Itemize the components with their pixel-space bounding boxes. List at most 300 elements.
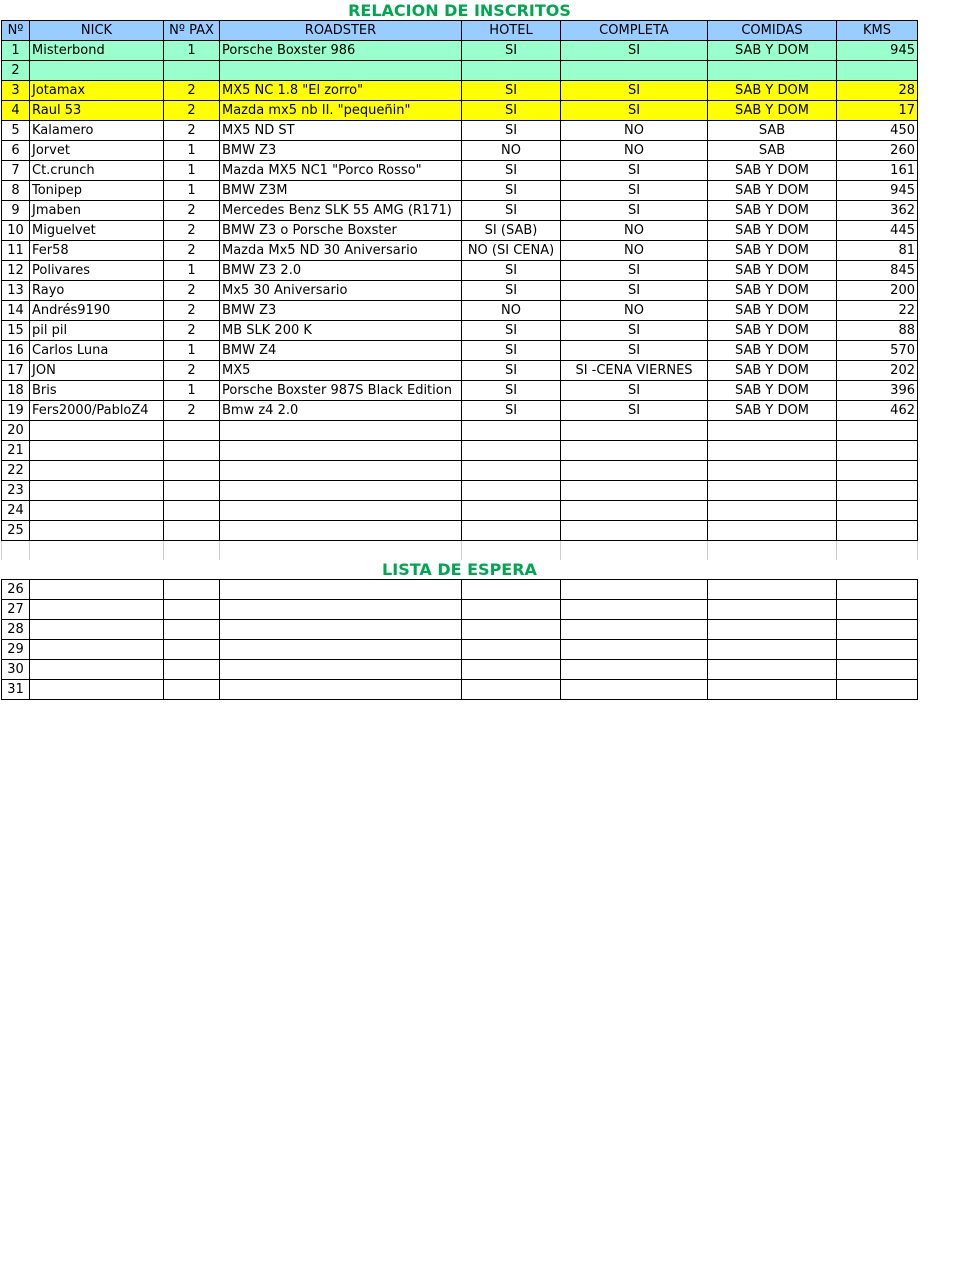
cell-roadster[interactable]	[220, 600, 462, 620]
table-row	[2, 640, 918, 660]
cell-pax[interactable]	[164, 640, 220, 660]
cell-comidas[interactable]	[708, 620, 837, 640]
empty-cell[interactable]	[30, 541, 164, 561]
cell-number[interactable]: 12	[2, 261, 30, 281]
cell-completa[interactable]: SI	[561, 321, 708, 341]
cell-nick[interactable]: pil pil	[30, 321, 164, 341]
empty-cell[interactable]	[561, 541, 708, 561]
cell-comidas[interactable]: SAB Y DOM	[708, 81, 837, 101]
cell-kms[interactable]: 202	[837, 361, 918, 381]
cell-comidas[interactable]	[708, 660, 837, 680]
cell-nick[interactable]	[30, 461, 164, 481]
cell-roadster[interactable]: BMW Z3 2.0	[220, 261, 462, 281]
cell-comidas[interactable]: SAB Y DOM	[708, 321, 837, 341]
cell-comidas[interactable]: SAB Y DOM	[708, 281, 837, 301]
cell-comidas[interactable]: SAB Y DOM	[708, 221, 837, 241]
cell-completa[interactable]	[561, 580, 708, 600]
table-row	[2, 441, 918, 461]
cell-completa[interactable]: SI	[561, 81, 708, 101]
table-row	[2, 241, 918, 261]
cell-number[interactable]: 29	[2, 640, 30, 660]
cell-nick[interactable]: Kalamero	[30, 121, 164, 141]
cell-roadster[interactable]	[220, 501, 462, 521]
cell-comidas[interactable]: SAB Y DOM	[708, 161, 837, 181]
cell-nick[interactable]	[30, 620, 164, 640]
cell-comidas[interactable]: SAB Y DOM	[708, 381, 837, 401]
cell-hotel[interactable]	[462, 501, 561, 521]
table-row	[2, 181, 918, 201]
cell-number[interactable]: 1	[2, 41, 30, 61]
cell-completa[interactable]: SI	[561, 41, 708, 61]
cell-pax[interactable]: 1	[164, 141, 220, 161]
cell-pax[interactable]	[164, 600, 220, 620]
table-row	[2, 281, 918, 301]
cell-pax[interactable]: 1	[164, 161, 220, 181]
cell-pax[interactable]	[164, 481, 220, 501]
cell-number[interactable]: 8	[2, 181, 30, 201]
cell-pax[interactable]: 2	[164, 241, 220, 261]
cell-pax[interactable]	[164, 441, 220, 461]
cell-nick[interactable]: Misterbond	[30, 41, 164, 61]
cell-pax[interactable]	[164, 680, 220, 700]
cell-pax[interactable]: 1	[164, 261, 220, 281]
table-row	[2, 481, 918, 501]
cell-number[interactable]: 2	[2, 61, 30, 81]
cell-completa[interactable]	[561, 640, 708, 660]
cell-hotel[interactable]	[462, 600, 561, 620]
table-row	[2, 381, 918, 401]
cell-number[interactable]: 22	[2, 461, 30, 481]
table-row	[2, 461, 918, 481]
cell-pax[interactable]: 2	[164, 81, 220, 101]
cell-roadster[interactable]: Porsche Boxster 987S Black Edition	[220, 381, 462, 401]
cell-nick[interactable]: JON	[30, 361, 164, 381]
cell-comidas[interactable]: SAB Y DOM	[708, 301, 837, 321]
table-row	[2, 421, 918, 441]
cell-hotel[interactable]: NO (SI CENA)	[462, 241, 561, 261]
cell-roadster[interactable]	[220, 461, 462, 481]
cell-nick[interactable]: Bris	[30, 381, 164, 401]
table-row	[2, 101, 918, 121]
cell-comidas[interactable]	[708, 61, 837, 81]
cell-pax[interactable]: 1	[164, 41, 220, 61]
cell-comidas[interactable]: SAB Y DOM	[708, 261, 837, 281]
cell-number[interactable]: 24	[2, 501, 30, 521]
cell-roadster[interactable]	[220, 640, 462, 660]
cell-roadster[interactable]: Bmw z4 2.0	[220, 401, 462, 421]
col-header-n: Nº	[2, 21, 30, 41]
waitlist-title-row	[2, 560, 918, 580]
cell-number[interactable]: 21	[2, 441, 30, 461]
table-row	[2, 660, 918, 680]
cell-number[interactable]: 27	[2, 600, 30, 620]
cell-comidas[interactable]	[708, 421, 837, 441]
cell-completa[interactable]: NO	[561, 121, 708, 141]
cell-number[interactable]: 17	[2, 361, 30, 381]
cell-hotel[interactable]: SI	[462, 81, 561, 101]
cell-kms[interactable]	[837, 521, 918, 541]
cell-nick[interactable]	[30, 580, 164, 600]
cell-nick[interactable]: Tonipep	[30, 181, 164, 201]
cell-roadster[interactable]: Porsche Boxster 986	[220, 41, 462, 61]
cell-kms[interactable]	[837, 421, 918, 441]
cell-kms[interactable]	[837, 481, 918, 501]
cell-hotel[interactable]	[462, 441, 561, 461]
col-header-pax: Nº PAX	[164, 21, 220, 41]
cell-completa[interactable]	[561, 620, 708, 640]
cell-completa[interactable]: SI	[561, 101, 708, 121]
cell-kms[interactable]: 396	[837, 381, 918, 401]
col-header-nick: NICK	[30, 21, 164, 41]
cell-kms[interactable]	[837, 640, 918, 660]
table-row	[2, 161, 918, 181]
cell-pax[interactable]	[164, 501, 220, 521]
cell-hotel[interactable]: SI	[462, 201, 561, 221]
cell-roadster[interactable]: MX5 ND ST	[220, 121, 462, 141]
cell-roadster[interactable]	[220, 580, 462, 600]
cell-nick[interactable]	[30, 61, 164, 81]
cell-roadster[interactable]: Mx5 30 Aniversario	[220, 281, 462, 301]
cell-pax[interactable]: 2	[164, 321, 220, 341]
cell-completa[interactable]: SI	[561, 261, 708, 281]
cell-nick[interactable]: Jotamax	[30, 81, 164, 101]
empty-cell[interactable]	[220, 541, 462, 561]
cell-hotel[interactable]	[462, 580, 561, 600]
cell-number[interactable]: 30	[2, 660, 30, 680]
cell-kms[interactable]: 22	[837, 301, 918, 321]
cell-comidas[interactable]: SAB Y DOM	[708, 401, 837, 421]
cell-nick[interactable]	[30, 481, 164, 501]
cell-completa[interactable]: NO	[561, 141, 708, 161]
waitlist-title: LISTA DE ESPERA	[382, 560, 537, 579]
cell-hotel[interactable]	[462, 640, 561, 660]
cell-pax[interactable]: 2	[164, 301, 220, 321]
cell-hotel[interactable]: SI	[462, 101, 561, 121]
cell-hotel[interactable]	[462, 421, 561, 441]
cell-comidas[interactable]	[708, 461, 837, 481]
table-row	[2, 600, 918, 620]
col-header-hotel: HOTEL	[462, 21, 561, 41]
cell-pax[interactable]: 2	[164, 221, 220, 241]
cell-roadster[interactable]: BMW Z3	[220, 301, 462, 321]
empty-cell[interactable]	[708, 541, 837, 561]
cell-pax[interactable]: 2	[164, 401, 220, 421]
cell-nick[interactable]: Rayo	[30, 281, 164, 301]
cell-kms[interactable]: 945	[837, 181, 918, 201]
cell-comidas[interactable]	[708, 680, 837, 700]
col-header-completa: COMPLETA	[561, 21, 708, 41]
cell-completa[interactable]: NO	[561, 241, 708, 261]
cell-pax[interactable]	[164, 461, 220, 481]
cell-roadster[interactable]	[220, 481, 462, 501]
cell-hotel[interactable]	[462, 680, 561, 700]
cell-pax[interactable]: 1	[164, 181, 220, 201]
col-header-kms: KMS	[837, 21, 918, 41]
cell-kms[interactable]	[837, 61, 918, 81]
cell-kms[interactable]: 88	[837, 321, 918, 341]
title-row	[2, 1, 918, 21]
cell-completa[interactable]	[561, 481, 708, 501]
cell-kms[interactable]: 17	[837, 101, 918, 121]
cell-comidas[interactable]: SAB Y DOM	[708, 361, 837, 381]
cell-hotel[interactable]	[462, 481, 561, 501]
cell-number[interactable]: 25	[2, 521, 30, 541]
cell-completa[interactable]	[561, 680, 708, 700]
cell-number[interactable]: 4	[2, 101, 30, 121]
cell-kms[interactable]: 450	[837, 121, 918, 141]
cell-completa[interactable]	[561, 600, 708, 620]
cell-nick[interactable]: Miguelvet	[30, 221, 164, 241]
cell-number[interactable]: 28	[2, 620, 30, 640]
cell-kms[interactable]	[837, 580, 918, 600]
cell-nick[interactable]	[30, 600, 164, 620]
cell-pax[interactable]	[164, 61, 220, 81]
cell-completa[interactable]	[561, 441, 708, 461]
cell-kms[interactable]: 462	[837, 401, 918, 421]
cell-hotel[interactable]: SI	[462, 321, 561, 341]
cell-comidas[interactable]	[708, 441, 837, 461]
cell-kms[interactable]	[837, 501, 918, 521]
cell-kms[interactable]	[837, 461, 918, 481]
cell-nick[interactable]	[30, 421, 164, 441]
cell-pax[interactable]: 2	[164, 361, 220, 381]
cell-pax[interactable]: 2	[164, 121, 220, 141]
cell-hotel[interactable]: SI	[462, 381, 561, 401]
cell-roadster[interactable]	[220, 660, 462, 680]
empty-cell[interactable]	[462, 541, 561, 561]
cell-number[interactable]: 13	[2, 281, 30, 301]
col-header-roadster: ROADSTER	[220, 21, 462, 41]
cell-number[interactable]: 18	[2, 381, 30, 401]
cell-kms[interactable]: 81	[837, 241, 918, 261]
cell-hotel[interactable]: SI (SAB)	[462, 221, 561, 241]
empty-cell[interactable]	[164, 541, 220, 561]
cell-number[interactable]: 3	[2, 81, 30, 101]
cell-hotel[interactable]	[462, 461, 561, 481]
cell-roadster[interactable]: BMW Z4	[220, 341, 462, 361]
cell-number[interactable]: 31	[2, 680, 30, 700]
cell-roadster[interactable]: Mercedes Benz SLK 55 AMG (R171)	[220, 201, 462, 221]
empty-cell[interactable]	[837, 541, 918, 561]
cell-completa[interactable]	[561, 501, 708, 521]
cell-completa[interactable]: SI	[561, 401, 708, 421]
table-row	[2, 41, 918, 61]
table-row	[2, 221, 918, 241]
cell-hotel[interactable]: NO	[462, 141, 561, 161]
table-row	[2, 521, 918, 541]
cell-hotel[interactable]: SI	[462, 261, 561, 281]
table-row	[2, 201, 918, 221]
cell-roadster[interactable]	[220, 421, 462, 441]
cell-kms[interactable]	[837, 620, 918, 640]
cell-completa[interactable]	[561, 61, 708, 81]
cell-nick[interactable]	[30, 501, 164, 521]
cell-roadster[interactable]: MX5 NC 1.8 "El zorro"	[220, 81, 462, 101]
cell-nick[interactable]: Andrés9190	[30, 301, 164, 321]
cell-nick[interactable]	[30, 441, 164, 461]
cell-number[interactable]: 15	[2, 321, 30, 341]
cell-completa[interactable]: SI	[561, 201, 708, 221]
cell-nick[interactable]	[30, 660, 164, 680]
table-row	[2, 620, 918, 640]
cell-pax[interactable]: 2	[164, 201, 220, 221]
table-row	[2, 121, 918, 141]
cell-comidas[interactable]: SAB Y DOM	[708, 101, 837, 121]
cell-hotel[interactable]: SI	[462, 281, 561, 301]
cell-completa[interactable]	[561, 421, 708, 441]
cell-nick[interactable]: Polivares	[30, 261, 164, 281]
cell-kms[interactable]	[837, 660, 918, 680]
cell-pax[interactable]: 1	[164, 381, 220, 401]
cell-number[interactable]: 23	[2, 481, 30, 501]
cell-kms[interactable]: 945	[837, 41, 918, 61]
cell-pax[interactable]: 2	[164, 101, 220, 121]
spreadsheet	[1, 1, 918, 700]
table-row	[2, 580, 918, 600]
cell-kms[interactable]	[837, 680, 918, 700]
cell-hotel[interactable]: SI	[462, 41, 561, 61]
cell-completa[interactable]: NO	[561, 301, 708, 321]
cell-comidas[interactable]: SAB Y DOM	[708, 241, 837, 261]
cell-completa[interactable]: SI -CENA VIERNES	[561, 361, 708, 381]
cell-comidas[interactable]	[708, 481, 837, 501]
cell-number[interactable]: 19	[2, 401, 30, 421]
cell-nick[interactable]: Fer58	[30, 241, 164, 261]
cell-completa[interactable]: SI	[561, 161, 708, 181]
table-row	[2, 401, 918, 421]
cell-roadster[interactable]	[220, 521, 462, 541]
cell-comidas[interactable]	[708, 501, 837, 521]
cell-pax[interactable]	[164, 521, 220, 541]
cell-nick[interactable]	[30, 521, 164, 541]
cell-kms[interactable]: 845	[837, 261, 918, 281]
cell-kms[interactable]	[837, 600, 918, 620]
table-row	[2, 81, 918, 101]
cell-nick[interactable]	[30, 680, 164, 700]
cell-number[interactable]: 9	[2, 201, 30, 221]
cell-kms[interactable]: 570	[837, 341, 918, 361]
cell-hotel[interactable]: NO	[462, 301, 561, 321]
cell-comidas[interactable]	[708, 600, 837, 620]
cell-completa[interactable]: SI	[561, 341, 708, 361]
col-header-comidas: COMIDAS	[708, 21, 837, 41]
cell-completa[interactable]	[561, 660, 708, 680]
cell-completa[interactable]	[561, 461, 708, 481]
cell-hotel[interactable]	[462, 660, 561, 680]
cell-number[interactable]: 11	[2, 241, 30, 261]
cell-pax[interactable]	[164, 620, 220, 640]
cell-comidas[interactable]: SAB Y DOM	[708, 181, 837, 201]
cell-comidas[interactable]: SAB Y DOM	[708, 341, 837, 361]
cell-comidas[interactable]	[708, 580, 837, 600]
cell-comidas[interactable]	[708, 521, 837, 541]
cell-comidas[interactable]: SAB	[708, 141, 837, 161]
cell-pax[interactable]	[164, 421, 220, 441]
cell-nick[interactable]: Carlos Luna	[30, 341, 164, 361]
cell-hotel[interactable]	[462, 61, 561, 81]
cell-number[interactable]: 26	[2, 580, 30, 600]
table-row	[2, 141, 918, 161]
cell-pax[interactable]	[164, 580, 220, 600]
cell-hotel[interactable]: SI	[462, 401, 561, 421]
cell-roadster[interactable]: Mazda mx5 nb II. "pequeñin"	[220, 101, 462, 121]
cell-hotel[interactable]: SI	[462, 121, 561, 141]
cell-pax[interactable]	[164, 660, 220, 680]
cell-roadster[interactable]: MB SLK 200 K	[220, 321, 462, 341]
cell-kms[interactable]: 200	[837, 281, 918, 301]
cell-roadster[interactable]	[220, 441, 462, 461]
cell-completa[interactable]: SI	[561, 181, 708, 201]
cell-nick[interactable]: Ct.crunch	[30, 161, 164, 181]
cell-roadster[interactable]: MX5	[220, 361, 462, 381]
cell-completa[interactable]: SI	[561, 281, 708, 301]
cell-pax[interactable]: 1	[164, 341, 220, 361]
table-row	[2, 301, 918, 321]
cell-nick[interactable]: Jmaben	[30, 201, 164, 221]
table-row	[2, 261, 918, 281]
cell-comidas[interactable]: SAB Y DOM	[708, 41, 837, 61]
cell-number[interactable]: 14	[2, 301, 30, 321]
table-row	[2, 680, 918, 700]
cell-hotel[interactable]	[462, 620, 561, 640]
cell-number[interactable]: 10	[2, 221, 30, 241]
spacer-row	[2, 541, 918, 561]
cell-completa[interactable]: NO	[561, 221, 708, 241]
cell-number[interactable]: 5	[2, 121, 30, 141]
cell-roadster[interactable]: BMW Z3 o Porsche Boxster	[220, 221, 462, 241]
registration-table	[1, 1, 918, 700]
cell-comidas[interactable]: SAB Y DOM	[708, 201, 837, 221]
cell-comidas[interactable]	[708, 640, 837, 660]
cell-roadster[interactable]: Mazda Mx5 ND 30 Aniversario	[220, 241, 462, 261]
cell-nick[interactable]: Raul 53	[30, 101, 164, 121]
cell-nick[interactable]	[30, 640, 164, 660]
cell-roadster[interactable]: BMW Z3	[220, 141, 462, 161]
cell-roadster[interactable]: BMW Z3M	[220, 181, 462, 201]
cell-kms[interactable]: 362	[837, 201, 918, 221]
cell-completa[interactable]	[561, 521, 708, 541]
cell-number[interactable]: 6	[2, 141, 30, 161]
table-row	[2, 501, 918, 521]
cell-kms[interactable]	[837, 441, 918, 461]
empty-cell[interactable]	[2, 541, 30, 561]
table-row	[2, 341, 918, 361]
cell-number[interactable]: 16	[2, 341, 30, 361]
cell-hotel[interactable]: SI	[462, 181, 561, 201]
cell-pax[interactable]: 2	[164, 281, 220, 301]
cell-roadster[interactable]	[220, 680, 462, 700]
cell-number[interactable]: 20	[2, 421, 30, 441]
cell-roadster[interactable]	[220, 61, 462, 81]
cell-hotel[interactable]: SI	[462, 341, 561, 361]
cell-number[interactable]: 7	[2, 161, 30, 181]
table-row	[2, 321, 918, 341]
cell-comidas[interactable]: SAB	[708, 121, 837, 141]
cell-hotel[interactable]: SI	[462, 361, 561, 381]
cell-nick[interactable]: Fers2000/PabloZ4	[30, 401, 164, 421]
cell-hotel[interactable]: SI	[462, 161, 561, 181]
cell-roadster[interactable]	[220, 620, 462, 640]
cell-kms[interactable]: 28	[837, 81, 918, 101]
cell-kms[interactable]: 445	[837, 221, 918, 241]
cell-hotel[interactable]	[462, 521, 561, 541]
cell-roadster[interactable]: Mazda MX5 NC1 "Porco Rosso"	[220, 161, 462, 181]
cell-kms[interactable]: 260	[837, 141, 918, 161]
cell-nick[interactable]: Jorvet	[30, 141, 164, 161]
cell-completa[interactable]: SI	[561, 381, 708, 401]
cell-kms[interactable]: 161	[837, 161, 918, 181]
table-row	[2, 361, 918, 381]
